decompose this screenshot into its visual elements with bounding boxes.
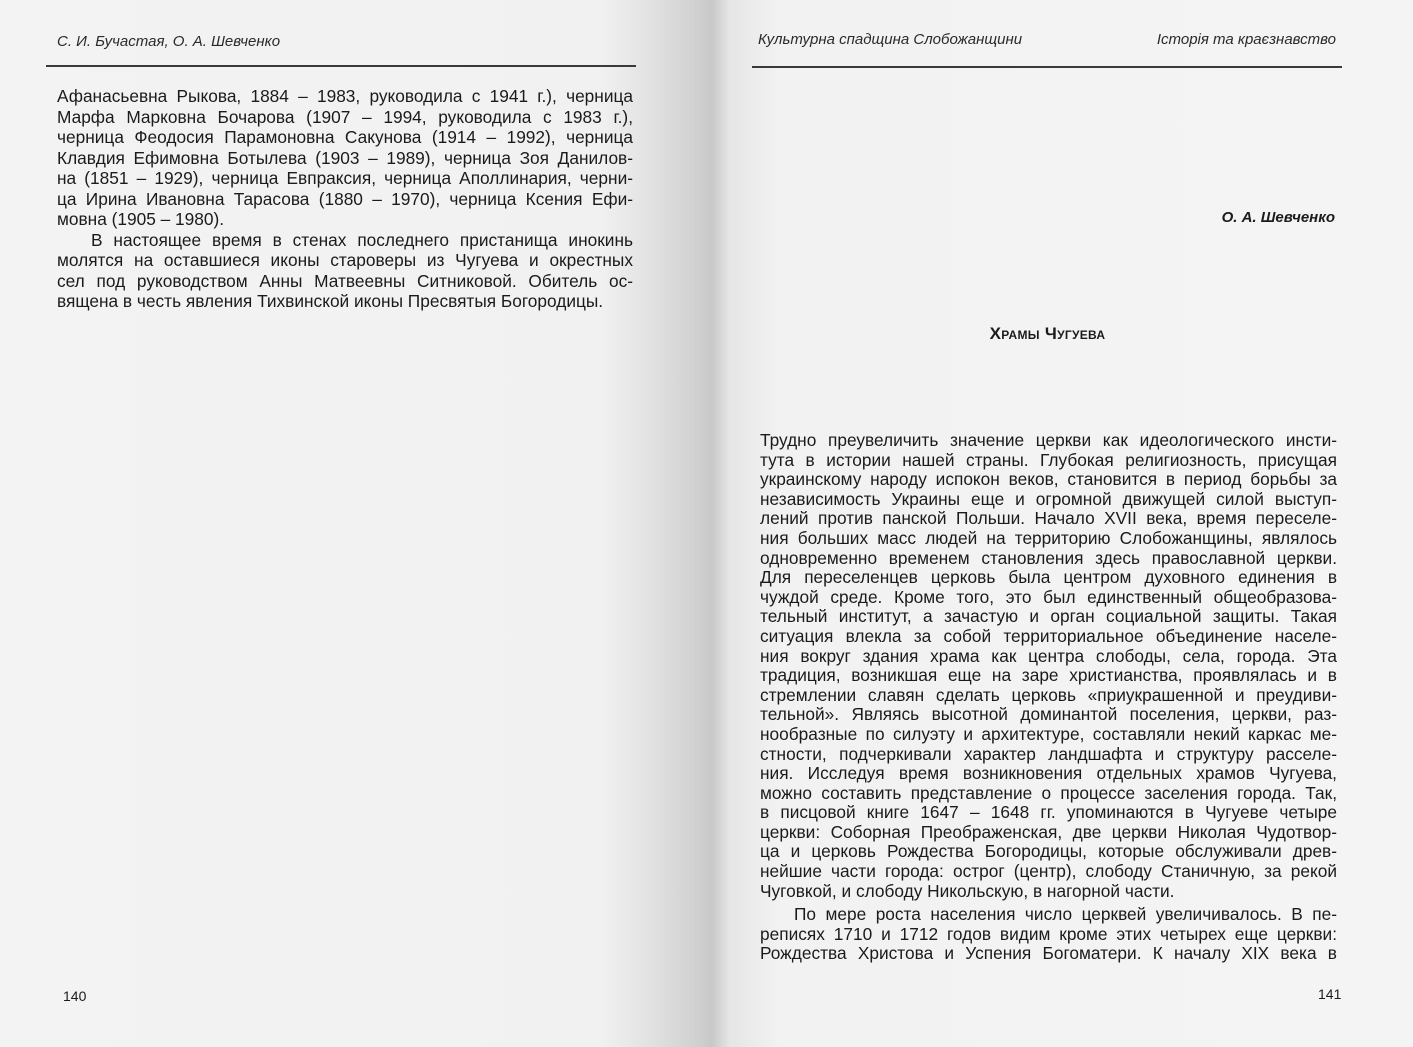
text-line: Афанасьевна Рыкова, 1884 – 1983, руководила с 1941 г.), черница [57, 86, 633, 106]
left-page-body [57, 86, 633, 312]
text-line: ца Ирина Ивановна Тарасова (1880 – 1970), черница Ксения Ефи- [57, 188, 633, 209]
text-line: можно составить представление о процессе заселения города. Так, [760, 782, 1337, 803]
text-line: тута в истории нашей страны. Глубокая религиозность, присущая [760, 449, 1337, 470]
text-line: реписях 1710 и 1712 годов видим кроме этих четырех еще церкви: [760, 923, 1337, 944]
text-line: традиция, возникшая еще на заре христианства, проявлялась и в [760, 665, 1337, 686]
text-line: По мере роста населения число церквей увеличивалось. В пе- [794, 904, 1337, 925]
text-line: мовна (1905 – 1980). [57, 209, 225, 229]
page-number: 140 [63, 988, 87, 1004]
text-line: на (1851 – 1929), черница Евпраксия, черница Аполлинария, черни- [57, 168, 633, 188]
text-line: вящена в честь явления Тихвинской иконы Пресвятыя Богородицы. [57, 291, 604, 311]
text-line: в писцовой книге 1647 – 1648 гг. упоминаются в Чугуеве четыре [760, 802, 1337, 823]
text-line: церкви: Соборная Преображенская, две церкви Николая Чудотвор- [760, 821, 1337, 842]
text-line: сел под руководством Анны Матвеевны Ситниковой. Обитель ос- [57, 270, 633, 291]
text-line: независимость Украины еще и огромной движущей силой выступ- [760, 488, 1337, 509]
text-line: тельной». Являясь высотной доминантой поселения, церкви, раз- [760, 704, 1337, 725]
text-line: Марфа Марковна Бочарова (1907 – 1994, руководила с 1983 г.), [57, 106, 633, 127]
running-head-left-page: С. И. Бучастая, О. А. Шевченко [57, 33, 281, 50]
text-line: В настоящее время в стенах последнего пристанища инокинь [91, 229, 633, 250]
text-line: Рождества Христова и Успения Богоматери. К началу XIX века в [760, 943, 1337, 964]
running-head-left: Культурна спадщина Слобожанщини [758, 31, 1023, 48]
text-line: нейшие части города: острог (центр), слободу Станичную, за рекой [760, 861, 1337, 882]
running-head-right: Історія та краєзнавство [1156, 31, 1336, 48]
text-line: тельный институт, а зачастую и орган социальной защиты. Такая [760, 606, 1337, 627]
text-line: лений против панской Польши. Начало XVII века, время переселе- [760, 508, 1337, 529]
text-line: молятся на оставшиеся иконы староверы из Чугуева и окрестных [57, 250, 633, 270]
text-line: ца и церковь Рождества Богородицы, которые обслуживали древ- [760, 841, 1337, 862]
text-line: Чуговкой, и слободу Никольскую, в нагорной части. [760, 880, 1175, 901]
text-line: Для переселенцев церковь была центром духовного единения в [760, 567, 1337, 588]
text-line: Клавдия Ефимовна Ботылева (1903 – 1989), черница Зоя Данилов- [57, 147, 633, 168]
text-line: черница Феодосия Парамоновна Сакунова (1914 – 1992), черница [57, 127, 633, 147]
right-page-body [760, 431, 1337, 964]
header-rule [752, 66, 1342, 68]
article-title: Храмы Чугуева [989, 324, 1106, 343]
text-line: ния. Исследуя время возникновения отдельных храмов Чугуева, [760, 763, 1337, 784]
text-line: ния вокруг здания храма как центра слободы, села, города. Эта [760, 645, 1337, 666]
text-line: ния больших масс людей на территорию Слобожанщины, являлось [760, 527, 1337, 548]
page-number: 141 [1318, 986, 1342, 1002]
text-line: стности, подчеркивали характер ландшафта и структуру расселе- [760, 743, 1337, 764]
article-author: О. А. Шевченко [1221, 209, 1335, 226]
text-line: нообразные по силуэту и архитектуре, составляли некий каркас ме- [760, 723, 1337, 744]
text-line: Трудно преувеличить значение церкви как идеологического инсти- [760, 430, 1337, 450]
text-line: украинскому народу испокон веков, становится в период борьбы за [760, 469, 1337, 490]
text-line: ситуация влекла за собой территориальное объединение населе- [760, 625, 1337, 646]
text-line: чуждой среде. Кроме того, это был единственный общеобразова- [760, 586, 1337, 607]
text-line: стремлении славян сделать церковь «приукрашенной и преудиви- [760, 684, 1337, 705]
header-rule [46, 65, 636, 67]
text-line: одновременно временем становления здесь православной церкви. [760, 547, 1337, 568]
